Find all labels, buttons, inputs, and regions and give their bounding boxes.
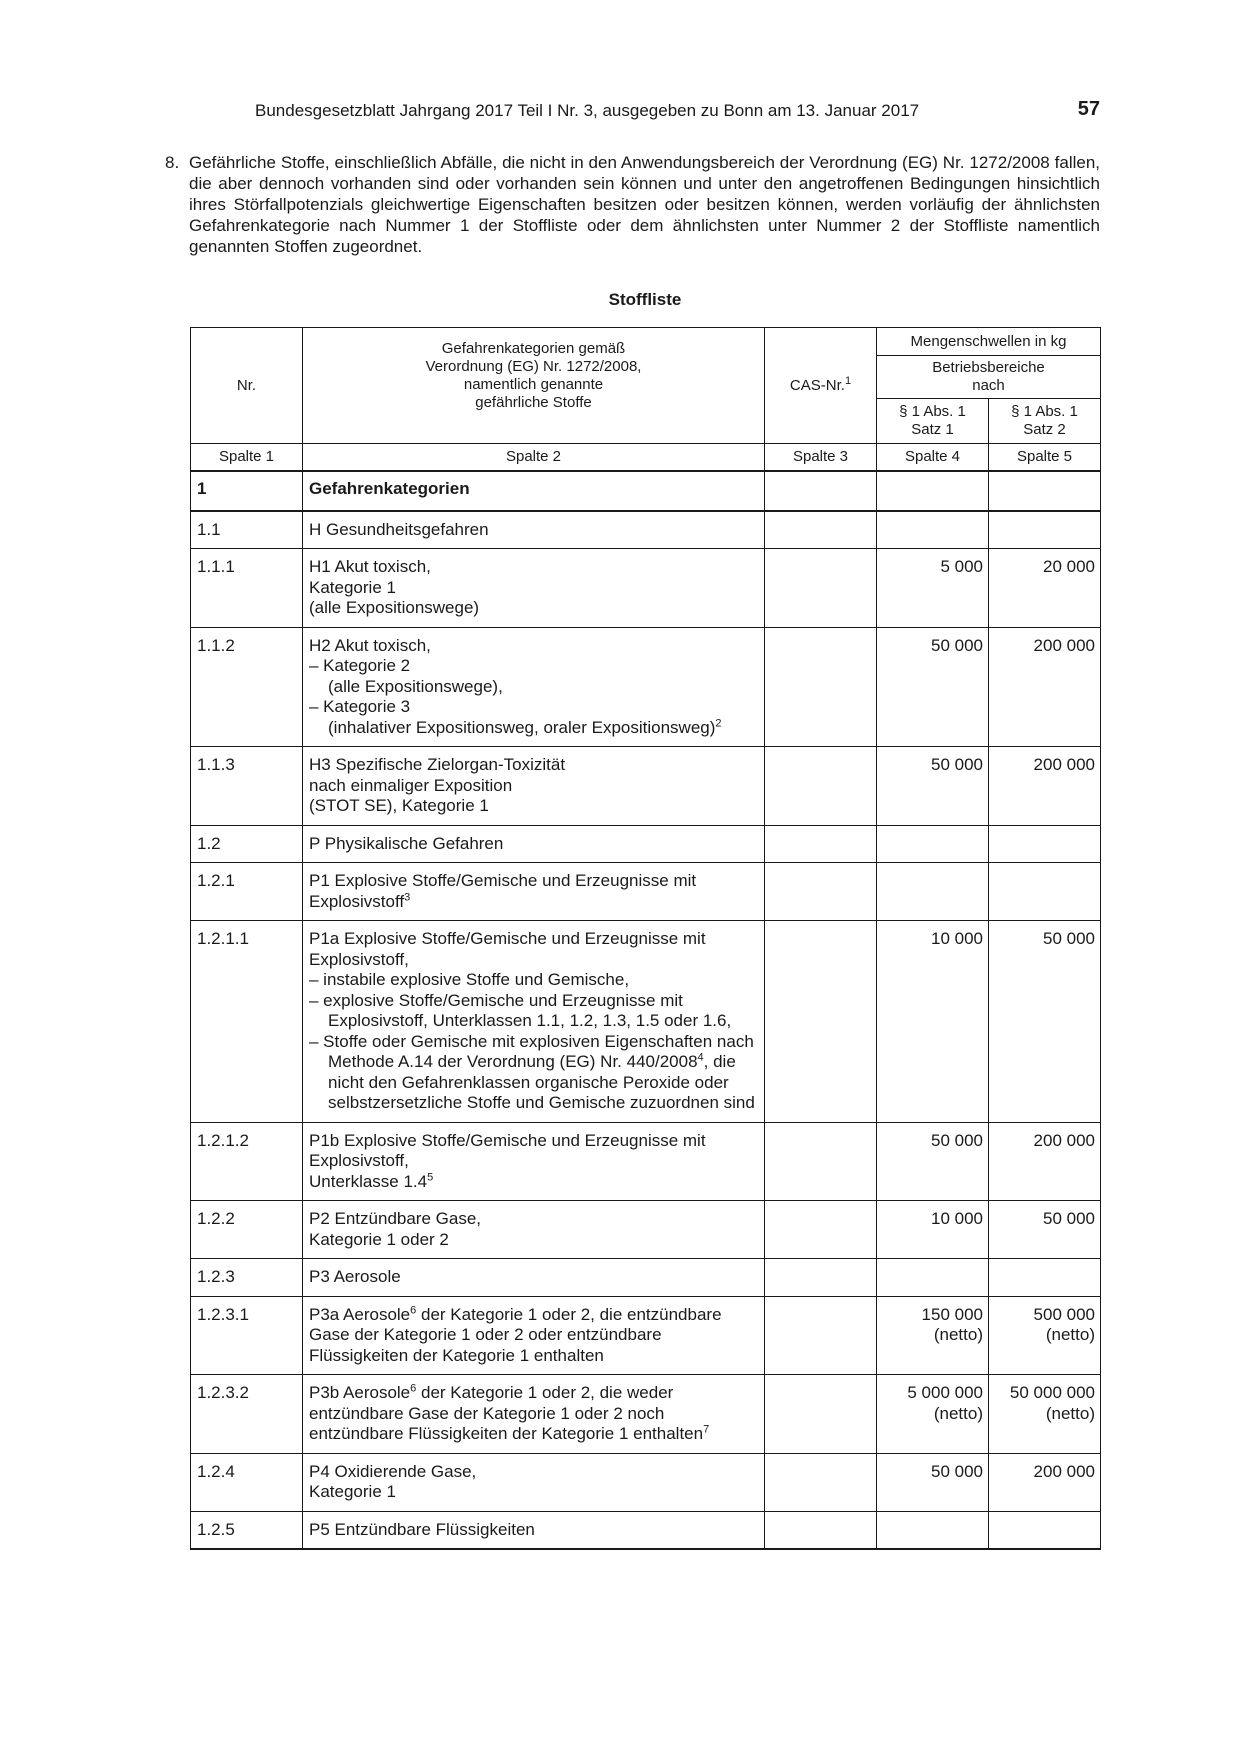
spalte-4: Spalte 4: [877, 444, 989, 472]
threshold-satz2: 50 000: [989, 921, 1101, 1123]
table-title: Stoffliste: [608, 290, 682, 309]
row-nr: 1.2.3: [191, 1259, 303, 1297]
table-row: [191, 1296, 1101, 1375]
threshold-satz2: 500 000 (netto): [989, 1296, 1101, 1375]
row-nr: 1.2.4: [191, 1453, 303, 1511]
spalte-3: Spalte 3: [765, 444, 877, 472]
header-cas: CAS-Nr.$^1$: [765, 328, 877, 444]
row-nr: 1.2.3.1: [191, 1296, 303, 1375]
row-category: P4 Oxidierende Gase, Kategorie 1: [303, 1453, 765, 1511]
header-thresholds: Mengenschwellen in kg: [877, 328, 1101, 356]
threshold-satz1: 50 000: [877, 627, 989, 747]
row-nr: 1.1.2: [191, 627, 303, 747]
table-row: [191, 627, 1101, 747]
threshold-satz1: 10 000: [877, 1201, 989, 1259]
row-nr: 1.1.3: [191, 747, 303, 826]
row-category: H Gesundheitsgefahren: [303, 511, 765, 549]
row-category: P1b Explosive Stoffe/Gemische und Erzeugnisse mit Explosivstoff, Unterklasse $1.4^5$: [303, 1122, 765, 1201]
row-nr: 1.2.1.1: [191, 921, 303, 1123]
threshold-satz1: 50 000: [877, 1453, 989, 1511]
threshold-satz2: 200 000: [989, 627, 1101, 747]
table-row: [191, 471, 1101, 511]
threshold-satz2: 50 000 000 (netto): [989, 1375, 1101, 1454]
threshold-satz2: 20 000: [989, 549, 1101, 628]
threshold-satz2: 50 000: [989, 1201, 1101, 1259]
table-row: [191, 549, 1101, 628]
running-header: Bundesgesetzblatt Jahrgang 2017 Teil I Nr. 3, ausgegeben zu Bonn am 13. Januar 2017: [255, 101, 920, 120]
threshold-satz1: 5 000 000 (netto): [877, 1375, 989, 1454]
table-row: [191, 511, 1101, 549]
intro-paragraph: [165, 152, 1100, 257]
row-nr: 1.2.5: [191, 1511, 303, 1549]
threshold-satz1: 10 000: [877, 921, 989, 1123]
stoffliste-table: [190, 327, 1101, 1550]
row-category: Gefahrenkategorien: [303, 471, 765, 511]
row-nr: 1.2.2: [191, 1201, 303, 1259]
row-category: P5 Entzündbare Flüssigkeiten: [303, 1511, 765, 1549]
row-nr: 1.2.1: [191, 863, 303, 921]
row-category: H1 Akut toxisch, Kategorie 1 (alle Expositionswege): [303, 549, 765, 628]
page-number: 57: [1077, 98, 1100, 120]
row-category: P3 Aerosole: [303, 1259, 765, 1297]
header-category: Gefahrenkategorien gemäß Verordnung (EG) Nr. 1272/2008, namentlich genannte gefährliche Stoffe: [303, 328, 765, 444]
table-row: [191, 1511, 1101, 1549]
header-col4: § 1 Abs. 1 Satz 1: [877, 399, 989, 444]
intro-number: 8.: [165, 153, 180, 172]
threshold-satz2: 200 000: [989, 747, 1101, 826]
table-row: [191, 921, 1101, 1123]
row-nr: 1: [191, 471, 303, 511]
table-row: [191, 747, 1101, 826]
row-nr: 1.1.1: [191, 549, 303, 628]
row-category: H3 Spezifische Zielorgan-Toxizität nach einmaliger Exposition (STOT SE), Kategorie 1: [303, 747, 765, 826]
header-col5: § 1 Abs. 1 Satz 2: [989, 399, 1101, 444]
table-row: [191, 1259, 1101, 1297]
spalte-1: Spalte 1: [191, 444, 303, 472]
row-nr: 1.1: [191, 511, 303, 549]
table-row: [191, 1122, 1101, 1201]
row-category: P3a Aerosole$^6$ der Kategorie 1 oder 2, die entzündbare Gase der Kategorie 1 oder 2 oder entzündbare Flüssigkeiten der Kategorie 1 enthalten: [303, 1296, 765, 1375]
row-category: P Physikalische Gefahren: [303, 825, 765, 863]
threshold-satz1: 150 000 (netto): [877, 1296, 989, 1375]
intro-text: Gefährliche Stoffe, einschließlich Abfälle, die nicht in den Anwendungsbereich der Verordnung (EG) Nr. 1272/2008 fallen, die aber dennoch vorhanden sind oder vorhanden sein können und unter den angetroffenen Bedingungen hinsichtlich ihres Störfallpotenzials gleichwertige Eigenschaften besitzen oder besitzen können, werden vorläufig der ähnlichsten Gefahrenkategorie nach Nummer 1 der Stoffliste oder dem ähnlichsten unter Nummer 2 der Stoffliste namentlich genannten Stoffen zugeordnet.: [189, 153, 1100, 256]
threshold-satz2: 200 000: [989, 1453, 1101, 1511]
table-row: [191, 1453, 1101, 1511]
spalte-2: Spalte 2: [303, 444, 765, 472]
threshold-satz1: 50 000: [877, 1122, 989, 1201]
row-category: P3b Aerosole$^6$ der Kategorie 1 oder 2, die weder entzündbare Gase der Kategorie 1 oder 2 noch entzündbare Flüssigkeiten der Kategorie 1 enthalten$^7$: [303, 1375, 765, 1454]
table-row: [191, 863, 1101, 921]
row-category: P1a Explosive Stoffe/Gemische und Erzeugnisse mit Explosivstoff, – instabile explosive Stoffe und Gemische, – explosive Stoffe/Gemische und Erzeugnisse mit Explosivstoff, Unterklassen 1.1, 1.2, 1.3, 1.5 oder 1.6, – Stoffe oder Gemische mit explosiven Eigenschaften nach Methode A.14 der Verordnung (EG) Nr. 440/2008$^4$, die nicht den Gefahrenklassen organische Peroxide oder selbstzersetzliche Stoffe und Gemische zuzuordnen sind: [303, 921, 765, 1123]
row-category: P1 Explosive Stoffe/Gemische und Erzeugnisse mit Explosivstoff$^3$: [303, 863, 765, 921]
row-category: P2 Entzündbare Gase, Kategorie 1 oder 2: [303, 1201, 765, 1259]
row-nr: 1.2.1.2: [191, 1122, 303, 1201]
row-nr: 1.2.3.2: [191, 1375, 303, 1454]
threshold-satz1: 5 000: [877, 549, 989, 628]
row-category: H2 Akut toxisch, – Kategorie 2 (alle Expositionswege), – Kategorie 3 (inhalativer Expositionsweg, oraler Expositionsweg)$^2$: [303, 627, 765, 747]
table-row: [191, 1375, 1101, 1454]
header-nr: Nr.: [191, 328, 303, 444]
threshold-satz2: 200 000: [989, 1122, 1101, 1201]
table-row: [191, 1201, 1101, 1259]
threshold-satz1: 50 000: [877, 747, 989, 826]
header-betriebsbereiche: Betriebsbereiche nach: [877, 356, 1101, 399]
table-row: [191, 825, 1101, 863]
spalte-5: Spalte 5: [989, 444, 1101, 472]
row-nr: 1.2: [191, 825, 303, 863]
